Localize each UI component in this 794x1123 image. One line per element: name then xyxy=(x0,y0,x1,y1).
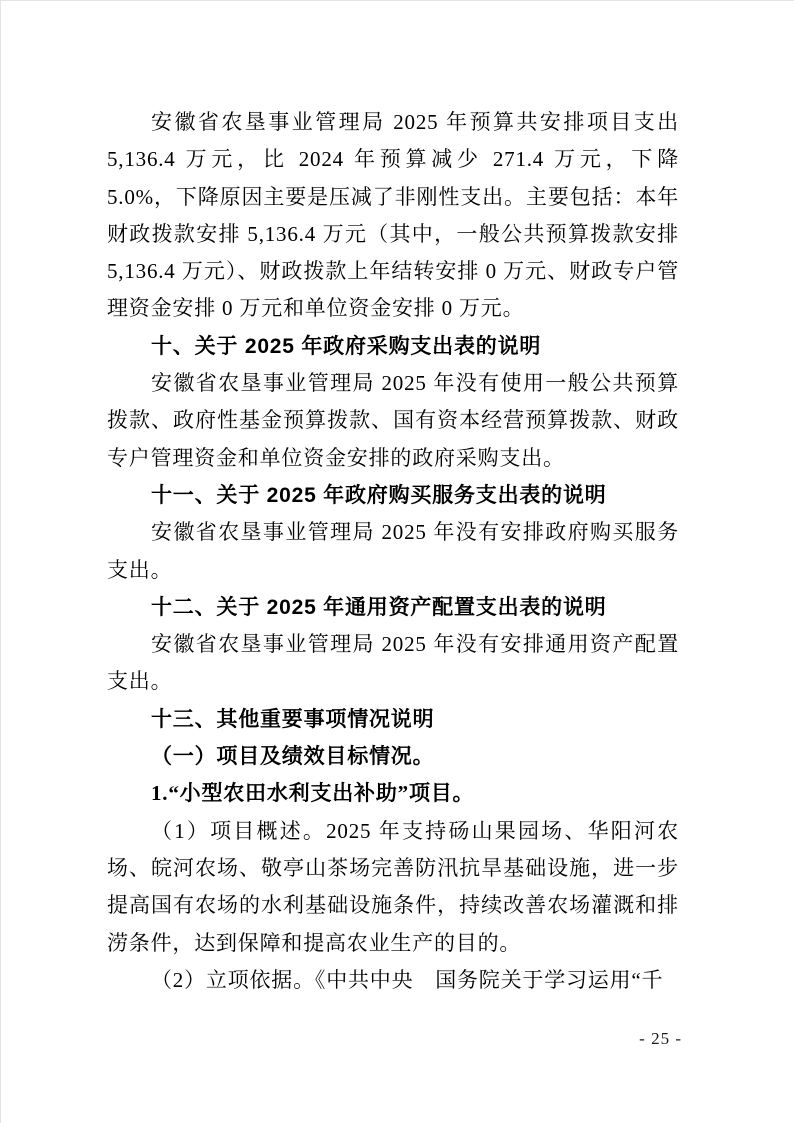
paragraph-project-basis: （2）立项依据。《中共中央 国务院关于学习运用“千 xyxy=(151,967,664,992)
heading-section-13-other-important-matters: 十三、其他重要事项情况说明 xyxy=(151,707,435,731)
heading-13-sub1-project-performance: （一）项目及绩效目标情况。 xyxy=(151,744,435,769)
document-body xyxy=(107,104,679,999)
heading-section-10-gov-procurement: 十、关于 2025 年政府采购支出表的说明 xyxy=(151,334,542,358)
heading-section-11-gov-purchase-services: 十一、关于 2025 年政府购买服务支出表的说明 xyxy=(151,483,607,507)
heading-13-sub1-item1-small-farmland-water-project: 1.“小型农田水利支出补助”项目。 xyxy=(151,781,475,806)
paragraph-general-asset-allocation: 安徽省农垦事业管理局 2025 年没有安排通用资产配置支出。 xyxy=(107,632,679,694)
paragraph-budget-overview: 安徽省农垦事业管理局 2025 年预算共安排项目支出 5,136.4 万元，比 2024 年预算减少 271.4 万元，下降 5.0%，下降原因主要是压减了非刚性支出。主要包括：本年财政拨款安排 5,136.4 万元（其中，一般公共预算拨款安排 5,136.4 万元）、财政拨款上年结转安排 0 万元、财政专户管理资金安排 0 万元和单位资金安排 0 万元。 xyxy=(107,110,679,321)
heading-section-12-general-asset-allocation: 十二、关于 2025 年通用资产配置支出表的说明 xyxy=(151,595,607,619)
page-number: - 25 - xyxy=(639,1029,682,1048)
paragraph-gov-procurement: 安徽省农垦事业管理局 2025 年没有使用一般公共预算拨款、政府性基金预算拨款、国有资本经营预算拨款、财政专户管理资金和单位资金安排的政府采购支出。 xyxy=(107,371,679,470)
paragraph-gov-purchase-services: 安徽省农垦事业管理局 2025 年没有安排政府购买服务支出。 xyxy=(107,520,679,582)
paragraph-project-overview: （1）项目概述。2025 年支持砀山果园场、华阳河农场、皖河农场、敬亭山茶场完善防汛抗旱基础设施，进一步提高国有农场的水利基础设施条件，持续改善农场灌溉和排涝条件，达到保障和提高农业生产的目的。 xyxy=(107,818,679,955)
